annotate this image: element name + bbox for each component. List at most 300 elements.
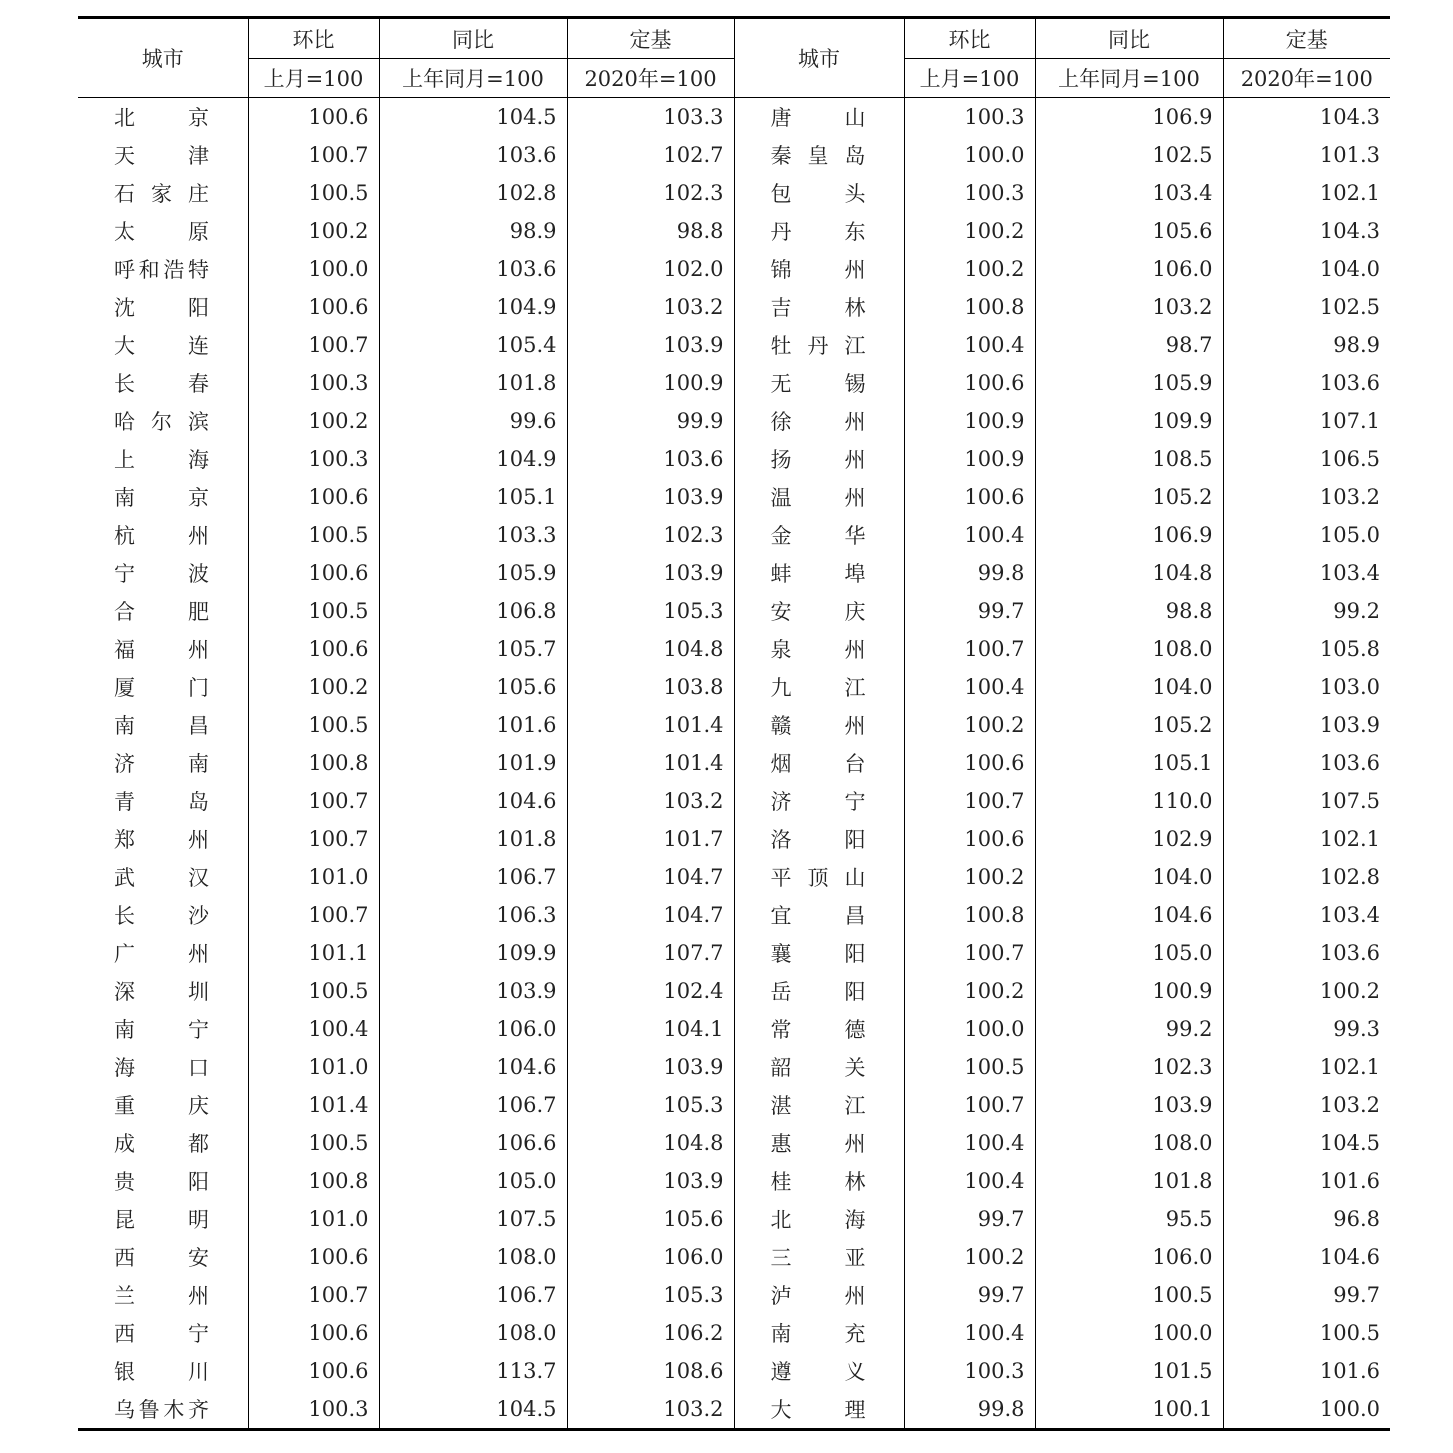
mom-value-left: 100.5 [248,592,379,630]
base-value-right: 102.5 [1223,288,1390,326]
yoy-value-left: 108.0 [379,1314,567,1352]
city-cell-right [734,1048,904,1086]
city-name: 泸 州 [770,1284,866,1308]
table-row [78,212,1390,250]
yoy-value-left: 101.8 [379,364,567,402]
base-value-right: 102.1 [1223,820,1390,858]
base-value-right: 103.2 [1223,478,1390,516]
city-name: 乌鲁木齐 [114,1398,209,1422]
yoy-value-left: 105.0 [379,1162,567,1200]
city-name: 福 州 [114,638,209,662]
base-value-right: 98.9 [1223,326,1390,364]
mom-value-right: 100.7 [904,630,1035,668]
yoy-value-right: 110.0 [1035,782,1223,820]
mom-value-left: 100.4 [248,1010,379,1048]
mom-value-left: 100.3 [248,440,379,478]
city-cell-left [78,592,248,630]
mom-value-left: 100.6 [248,1314,379,1352]
city-cell-right [734,554,904,592]
city-cell-right [734,668,904,706]
base-value-right: 104.6 [1223,1238,1390,1276]
city-name: 洛 阳 [770,828,866,852]
yoy-value-left: 101.8 [379,820,567,858]
city-cell-left [78,934,248,972]
base-value-left: 101.7 [567,820,734,858]
yoy-value-right: 105.2 [1035,706,1223,744]
table-row [78,1048,1390,1086]
city-cell-left [78,136,248,174]
table-row [78,782,1390,820]
yoy-value-left: 103.6 [379,250,567,288]
table-row [78,174,1390,212]
mom-value-left: 101.4 [248,1086,379,1124]
yoy-value-left: 99.6 [379,402,567,440]
yoy-value-left: 104.5 [379,1390,567,1430]
base-header-left: 定基 [567,18,734,59]
mom-header-left: 环比 [248,18,379,59]
mom-value-left: 100.3 [248,364,379,402]
base-value-left: 103.8 [567,668,734,706]
yoy-value-right: 101.8 [1035,1162,1223,1200]
yoy-header-left: 同比 [379,18,567,59]
base-header-right: 定基 [1223,18,1390,59]
table-row [78,98,1390,137]
yoy-value-left: 106.3 [379,896,567,934]
base-value-right: 103.4 [1223,554,1390,592]
base-value-right: 103.6 [1223,934,1390,972]
city-name: 深 圳 [114,980,209,1004]
yoy-value-left: 105.1 [379,478,567,516]
mom-value-left: 100.6 [248,630,379,668]
city-name: 石 家 庄 [114,182,209,206]
mom-value-left: 100.2 [248,668,379,706]
city-name: 泉 州 [770,638,866,662]
city-name: 武 汉 [114,866,209,890]
base-value-left: 108.6 [567,1352,734,1390]
mom-value-left: 101.0 [248,1048,379,1086]
yoy-value-left: 108.0 [379,1238,567,1276]
yoy-subheader-right: 上年同月=100 [1035,59,1223,98]
city-cell-right [734,1238,904,1276]
table-row [78,1352,1390,1390]
base-value-right: 100.0 [1223,1390,1390,1430]
mom-value-left: 100.5 [248,174,379,212]
city-name: 太 原 [114,220,209,244]
yoy-value-left: 105.9 [379,554,567,592]
yoy-value-left: 103.6 [379,136,567,174]
base-value-right: 105.8 [1223,630,1390,668]
city-cell-right [734,1200,904,1238]
base-value-right: 107.5 [1223,782,1390,820]
base-value-left: 101.4 [567,744,734,782]
yoy-value-right: 106.0 [1035,1238,1223,1276]
yoy-value-right: 100.1 [1035,1390,1223,1430]
city-name: 成 都 [114,1132,209,1156]
base-value-right: 96.8 [1223,1200,1390,1238]
yoy-value-left: 103.9 [379,972,567,1010]
city-cell-left [78,896,248,934]
city-name: 银 川 [114,1360,209,1384]
table-row [78,1314,1390,1352]
city-cell-right [734,402,904,440]
mom-value-left: 100.6 [248,1238,379,1276]
mom-value-right: 100.4 [904,668,1035,706]
mom-value-right: 100.2 [904,250,1035,288]
base-value-left: 103.9 [567,1162,734,1200]
table-row [78,1390,1390,1430]
city-name: 蚌 埠 [770,562,866,586]
base-value-left: 104.8 [567,630,734,668]
mom-value-left: 100.7 [248,1276,379,1314]
city-cell-right [734,136,904,174]
base-value-left: 105.3 [567,1276,734,1314]
mom-value-left: 100.6 [248,1352,379,1390]
mom-value-left: 100.5 [248,706,379,744]
mom-value-left: 100.6 [248,554,379,592]
mom-value-right: 100.6 [904,744,1035,782]
city-cell-left [78,1238,248,1276]
table-row [78,896,1390,934]
city-name: 济 南 [114,752,209,776]
city-name: 西 安 [114,1246,209,1270]
base-value-right: 104.0 [1223,250,1390,288]
city-name: 宜 昌 [770,904,866,928]
city-cell-left [78,212,248,250]
base-value-left: 103.9 [567,478,734,516]
base-value-right: 99.2 [1223,592,1390,630]
table-row [78,516,1390,554]
city-cell-right [734,782,904,820]
mom-value-right: 100.8 [904,896,1035,934]
mom-value-right: 100.7 [904,934,1035,972]
city-cell-left [78,1124,248,1162]
base-value-left: 103.9 [567,554,734,592]
table-row [78,706,1390,744]
base-value-left: 100.9 [567,364,734,402]
header-row-1 [78,18,1390,59]
mom-value-right: 100.0 [904,1010,1035,1048]
city-cell-left [78,1390,248,1430]
city-name: 济 宁 [770,790,866,814]
base-value-right: 101.6 [1223,1352,1390,1390]
base-value-right: 104.3 [1223,212,1390,250]
city-cell-right [734,98,904,137]
table-row [78,1238,1390,1276]
yoy-value-left: 113.7 [379,1352,567,1390]
city-name: 唐 山 [770,106,866,130]
mom-value-right: 100.2 [904,1238,1035,1276]
yoy-value-right: 95.5 [1035,1200,1223,1238]
base-value-right: 101.6 [1223,1162,1390,1200]
table-row [78,402,1390,440]
yoy-value-right: 105.0 [1035,934,1223,972]
base-value-left: 98.8 [567,212,734,250]
mom-value-right: 100.2 [904,972,1035,1010]
city-cell-right [734,820,904,858]
base-value-right: 103.0 [1223,668,1390,706]
city-cell-left [78,440,248,478]
base-value-left: 103.9 [567,1048,734,1086]
mom-value-left: 100.2 [248,212,379,250]
mom-value-right: 100.6 [904,820,1035,858]
table-row [78,250,1390,288]
mom-value-left: 101.0 [248,858,379,896]
city-cell-right [734,364,904,402]
mom-value-right: 100.2 [904,858,1035,896]
city-cell-left [78,98,248,137]
base-value-right: 101.3 [1223,136,1390,174]
city-cell-left [78,478,248,516]
base-value-left: 103.9 [567,326,734,364]
base-value-left: 103.2 [567,288,734,326]
base-value-left: 102.3 [567,174,734,212]
mom-header-right: 环比 [904,18,1035,59]
city-name: 宁 波 [114,562,209,586]
city-cell-right [734,440,904,478]
yoy-header-right: 同比 [1035,18,1223,59]
mom-value-left: 100.8 [248,744,379,782]
mom-value-left: 100.7 [248,820,379,858]
yoy-value-right: 105.9 [1035,364,1223,402]
city-name: 锦 州 [770,258,866,282]
base-value-left: 107.7 [567,934,734,972]
city-cell-right [734,516,904,554]
table-row [78,1010,1390,1048]
mom-value-right: 100.4 [904,1162,1035,1200]
city-name: 郑 州 [114,828,209,852]
city-name: 三 亚 [770,1246,866,1270]
base-value-left: 104.7 [567,858,734,896]
city-name: 金 华 [770,524,866,548]
city-name: 韶 关 [770,1056,866,1080]
city-cell-right [734,1162,904,1200]
yoy-value-right: 106.0 [1035,250,1223,288]
yoy-value-right: 102.5 [1035,136,1223,174]
base-value-right: 103.6 [1223,744,1390,782]
city-cell-left [78,250,248,288]
city-name: 兰 州 [114,1284,209,1308]
city-cell-right [734,1010,904,1048]
yoy-value-right: 106.9 [1035,98,1223,137]
yoy-value-left: 104.5 [379,98,567,137]
mom-value-right: 100.4 [904,516,1035,554]
table-body [78,98,1390,1430]
mom-value-left: 100.5 [248,516,379,554]
mom-value-right: 100.3 [904,174,1035,212]
table-row [78,1162,1390,1200]
table-row [78,1276,1390,1314]
mom-value-left: 101.0 [248,1200,379,1238]
yoy-value-right: 103.4 [1035,174,1223,212]
yoy-value-right: 109.9 [1035,402,1223,440]
base-value-left: 106.2 [567,1314,734,1352]
mom-value-right: 100.3 [904,1352,1035,1390]
city-name: 长 春 [114,372,209,396]
city-name: 湛 江 [770,1094,866,1118]
mom-value-right: 100.7 [904,782,1035,820]
city-cell-left [78,668,248,706]
city-cell-right [734,1390,904,1430]
city-name: 厦 门 [114,676,209,700]
city-cell-right [734,174,904,212]
mom-value-left: 100.5 [248,1124,379,1162]
city-cell-left [78,858,248,896]
city-cell-right [734,326,904,364]
mom-value-left: 100.6 [248,98,379,137]
yoy-value-left: 102.8 [379,174,567,212]
mom-value-right: 100.0 [904,136,1035,174]
base-value-left: 103.6 [567,440,734,478]
base-value-left: 105.3 [567,592,734,630]
city-name: 遵 义 [770,1360,866,1384]
yoy-value-right: 102.9 [1035,820,1223,858]
yoy-value-right: 98.7 [1035,326,1223,364]
yoy-value-right: 100.9 [1035,972,1223,1010]
base-value-left: 104.7 [567,896,734,934]
mom-value-left: 100.7 [248,136,379,174]
city-cell-left [78,782,248,820]
base-value-right: 103.6 [1223,364,1390,402]
city-name: 南 昌 [114,714,209,738]
city-name: 安 庆 [770,600,866,624]
mom-value-right: 99.7 [904,1200,1035,1238]
yoy-value-left: 104.9 [379,288,567,326]
city-cell-left [78,744,248,782]
yoy-value-right: 102.3 [1035,1048,1223,1086]
yoy-value-right: 104.0 [1035,668,1223,706]
city-cell-left [78,820,248,858]
yoy-value-left: 104.6 [379,1048,567,1086]
city-name: 南 京 [114,486,209,510]
yoy-value-left: 109.9 [379,934,567,972]
yoy-value-left: 106.7 [379,1086,567,1124]
base-value-right: 107.1 [1223,402,1390,440]
city-name: 北 京 [114,106,209,130]
city-cell-right [734,896,904,934]
city-cell-left [78,288,248,326]
mom-value-left: 100.8 [248,1162,379,1200]
base-value-left: 99.9 [567,402,734,440]
yoy-value-right: 101.5 [1035,1352,1223,1390]
city-name: 平 顶 山 [770,866,866,890]
yoy-value-left: 106.8 [379,592,567,630]
city-cell-left [78,972,248,1010]
city-cell-left [78,402,248,440]
base-value-left: 104.8 [567,1124,734,1162]
base-value-right: 100.5 [1223,1314,1390,1352]
mom-value-right: 100.2 [904,706,1035,744]
mom-value-right: 99.8 [904,1390,1035,1430]
table-row [78,1086,1390,1124]
table-row [78,364,1390,402]
city-name: 九 江 [770,676,866,700]
table-row [78,288,1390,326]
yoy-value-left: 98.9 [379,212,567,250]
city-cell-left [78,706,248,744]
city-name: 牡 丹 江 [770,334,866,358]
yoy-value-right: 105.6 [1035,212,1223,250]
base-value-left: 103.3 [567,98,734,137]
city-cell-right [734,1124,904,1162]
city-name: 长 沙 [114,904,209,928]
city-cell-right [734,1352,904,1390]
table-row [78,858,1390,896]
city-cell-right [734,934,904,972]
base-value-right: 104.5 [1223,1124,1390,1162]
mom-value-right: 100.8 [904,288,1035,326]
city-name: 呼和浩特 [114,258,209,282]
city-name: 扬 州 [770,448,866,472]
yoy-value-right: 108.5 [1035,440,1223,478]
table-row [78,820,1390,858]
city-name: 桂 林 [770,1170,866,1194]
city-name: 大 理 [770,1398,866,1422]
mom-value-right: 100.6 [904,478,1035,516]
city-name: 西 宁 [114,1322,209,1346]
city-cell-right [734,972,904,1010]
city-cell-left [78,364,248,402]
base-value-right: 102.8 [1223,858,1390,896]
yoy-value-right: 108.0 [1035,1124,1223,1162]
city-cell-right [734,1314,904,1352]
mom-value-right: 100.4 [904,326,1035,364]
base-value-left: 106.0 [567,1238,734,1276]
city-name: 北 海 [770,1208,866,1232]
city-name: 大 连 [114,334,209,358]
city-cell-left [78,1010,248,1048]
base-value-right: 106.5 [1223,440,1390,478]
city-name: 常 德 [770,1018,866,1042]
yoy-value-right: 99.2 [1035,1010,1223,1048]
city-name: 合 肥 [114,600,209,624]
yoy-value-left: 105.4 [379,326,567,364]
yoy-value-right: 103.2 [1035,288,1223,326]
city-cell-right [734,592,904,630]
yoy-value-left: 103.3 [379,516,567,554]
base-subheader-right: 2020年=100 [1223,59,1390,98]
yoy-value-right: 104.6 [1035,896,1223,934]
table-row [78,744,1390,782]
city-cell-left [78,1314,248,1352]
yoy-subheader-left: 上年同月=100 [379,59,567,98]
yoy-value-left: 101.6 [379,706,567,744]
mom-value-right: 100.2 [904,212,1035,250]
base-value-right: 103.2 [1223,1086,1390,1124]
city-cell-left [78,326,248,364]
table-row [78,554,1390,592]
mom-value-right: 100.5 [904,1048,1035,1086]
city-name: 赣 州 [770,714,866,738]
mom-value-left: 100.3 [248,1390,379,1430]
yoy-value-right: 103.9 [1035,1086,1223,1124]
mom-value-left: 100.2 [248,402,379,440]
base-value-right: 103.9 [1223,706,1390,744]
mom-value-right: 99.8 [904,554,1035,592]
base-value-right: 105.0 [1223,516,1390,554]
base-value-right: 99.7 [1223,1276,1390,1314]
city-name: 天 津 [114,144,209,168]
city-name: 包 头 [770,182,866,206]
mom-value-right: 100.9 [904,440,1035,478]
yoy-value-left: 106.7 [379,1276,567,1314]
yoy-value-right: 98.8 [1035,592,1223,630]
city-cell-right [734,744,904,782]
city-name: 重 庆 [114,1094,209,1118]
mom-value-right: 100.9 [904,402,1035,440]
mom-value-right: 99.7 [904,592,1035,630]
mom-value-left: 101.1 [248,934,379,972]
yoy-value-right: 108.0 [1035,630,1223,668]
